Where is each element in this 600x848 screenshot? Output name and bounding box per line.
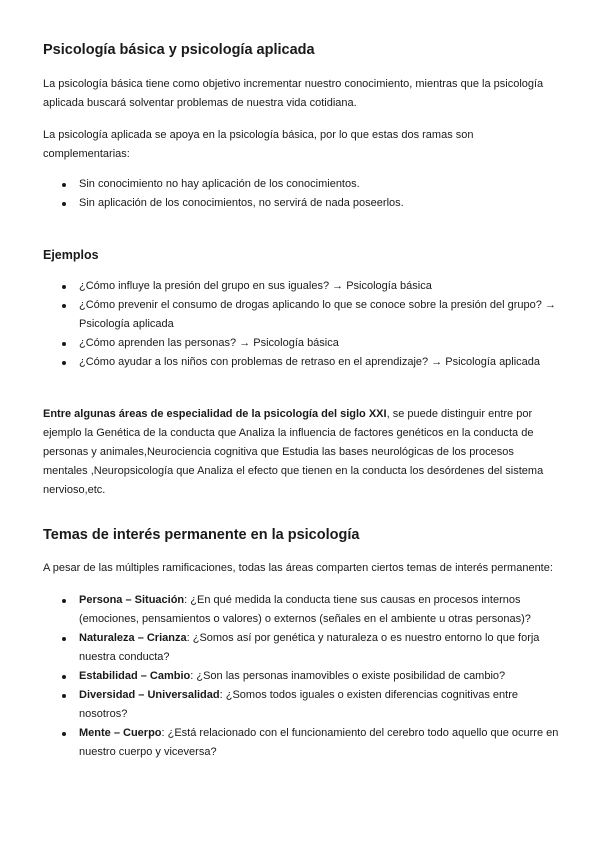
list-item: ¿Cómo aprenden las personas? → Psicología básica bbox=[43, 334, 559, 353]
theme-term: Diversidad – Universalidad bbox=[79, 689, 220, 701]
themes-list bbox=[43, 591, 559, 762]
list-item: ¿Cómo ayudar a los niños con problemas de retraso en el aprendizaje? → Psicología aplicada bbox=[43, 353, 559, 372]
theme-text: : ¿En qué medida la conducta tiene sus causas en procesos internos (emociones, pensamientos o valores) o externos (señales en el ambiente u otras personas)? bbox=[79, 594, 531, 625]
theme-text: : ¿Son las personas inamovibles o existe posibilidad de cambio? bbox=[190, 670, 506, 682]
list-item bbox=[43, 629, 559, 667]
specialties-lead: Entre algunas áreas de especialidad de la psicología del siglo XXI bbox=[43, 408, 387, 420]
complementary-paragraph: La psicología aplicada se apoya en la psicología básica, por lo que estas dos ramas son complementarias: bbox=[43, 129, 474, 160]
theme-text: : ¿Somos así por genética y naturaleza o es nuestro entorno lo que forja nuestra conducta? bbox=[79, 632, 540, 663]
theme-term: Mente – Cuerpo bbox=[79, 727, 162, 739]
examples-list bbox=[43, 277, 559, 372]
intro-paragraph: La psicología básica tiene como objetivo incrementar nuestro conocimiento, mientras que la psicología aplicada buscará solventar problemas de nuestra vida cotidiana. bbox=[43, 78, 544, 109]
specialties-paragraph bbox=[43, 405, 555, 500]
theme-term: Estabilidad – Cambio bbox=[79, 670, 191, 682]
theme-text: : ¿Está relacionado con el funcionamiento del cerebro todo aquello que ocurre en nuestro cuerpo y viceversa? bbox=[79, 727, 559, 758]
list-item: ¿Cómo prevenir el consumo de drogas aplicando lo que se conoce sobre la presión del grupo? → Psicología aplicada bbox=[43, 296, 559, 334]
section-title-basic-applied: Psicología básica y psicología aplicada bbox=[43, 42, 315, 58]
list-item: Sin aplicación de los conocimientos, no servirá de nada poseerlos. bbox=[43, 194, 559, 213]
section-title-themes: Temas de interés permanente en la psicología bbox=[43, 527, 360, 543]
list-item bbox=[43, 686, 559, 724]
list-item bbox=[43, 724, 559, 762]
examples-heading: Ejemplos bbox=[43, 248, 99, 262]
theme-text: : ¿Somos todos iguales o existen diferencias cognitivas entre nosotros? bbox=[79, 689, 519, 720]
complementary-list bbox=[43, 175, 559, 213]
theme-term: Naturaleza – Crianza bbox=[79, 632, 187, 644]
themes-intro: A pesar de las múltiples ramificaciones, todas las áreas comparten ciertos temas de interés permanente: bbox=[43, 562, 553, 574]
list-item: Sin conocimiento no hay aplicación de los conocimientos. bbox=[43, 175, 559, 194]
theme-term: Persona – Situación bbox=[79, 594, 185, 606]
list-item: ¿Cómo influye la presión del grupo en sus iguales? → Psicología básica bbox=[43, 277, 559, 296]
list-item bbox=[43, 591, 559, 629]
list-item bbox=[43, 667, 559, 686]
specialties-text: , se puede distinguir entre por ejemplo la Genética de la conducta que Analiza la influencia de factores genéticos en la conducta de personas y animales,Neurociencia cognitiva que Estudia las bases neurológicas de los procesos mentales ,Neuropsicología que Analiza el efecto que tienen en la conducta los desórdenes del sistema nervioso,etc. bbox=[43, 408, 544, 496]
